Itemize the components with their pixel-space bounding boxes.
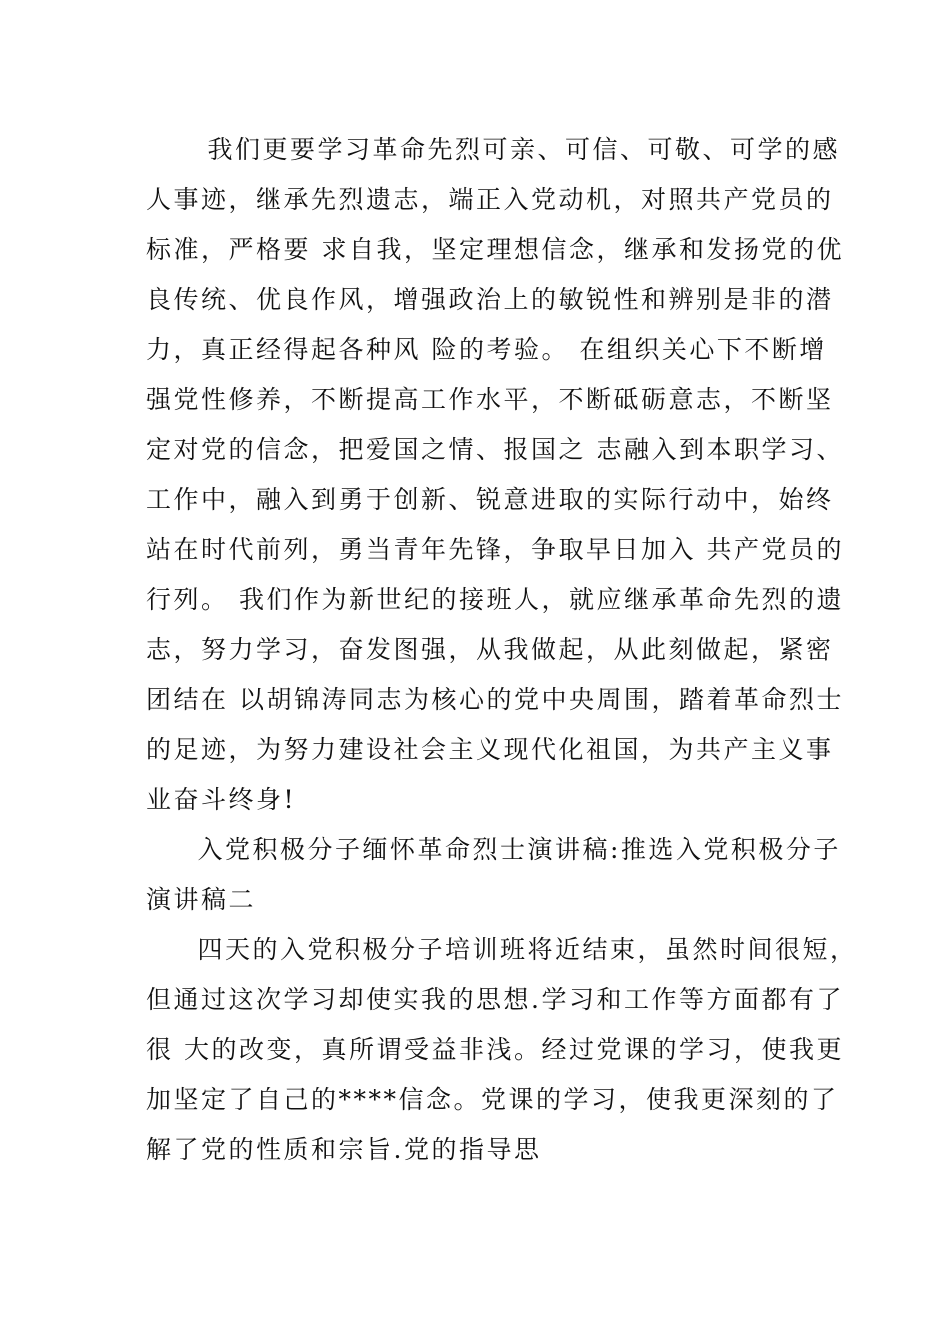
paragraph-1-line-7: 定对党的信念，把爱国之情、报国之 志融入到本职学习、 [146, 435, 844, 464]
paragraph-1-line-5: 力，真正经得起各种风 险的考验。 在组织关心下不断增 [146, 335, 827, 364]
section-title-line-1: 入党积极分子缅怀革命烈士演讲稿:推选入党积极分子 [170, 835, 841, 864]
paragraph-1-line-10: 行列。 我们作为新世纪的接班人，就应继承革命先烈的遗 [146, 585, 844, 614]
paragraph-1-line-13: 的足迹，为努力建设社会主义现代化祖国，为共产主义事 [146, 735, 834, 764]
paragraph-2-line-5: 解了党的性质和宗旨.党的指导思 [146, 1135, 542, 1164]
paragraph-1-line-2: 人事迹，继承先烈遗志，端正入党动机，对照共产党员的 [146, 185, 834, 214]
paragraph-2-line-1: 四天的入党积极分子培训班将近结束，虽然时间很短， [170, 935, 858, 964]
paragraph-1-line-12: 团结在 以胡锦涛同志为核心的党中央周围，踏着革命烈士 [146, 685, 844, 714]
paragraph-1-line-6: 强党性修养，不断提高工作水平，不断砥砺意志，不断坚 [146, 385, 834, 414]
paragraph-1-line-11: 志，努力学习，奋发图强，从我做起，从此刻做起，紧密 [146, 635, 834, 664]
paragraph-1-line-3: 标准，严格要 求自我，坚定理想信念，继承和发扬党的优 [146, 235, 844, 264]
paragraph-1-line-9: 站在时代前列，勇当青年先锋，争取早日加入 共产党员的 [146, 535, 844, 564]
paragraph-1-line-14: 业奋斗终身! [146, 785, 297, 814]
paragraph-1-line-4: 良传统、优良作风，增强政治上的敏锐性和辨别是非的潜 [146, 285, 834, 314]
section-title-line-2: 演讲稿二 [146, 885, 257, 914]
paragraph-2-line-2: 但通过这次学习却使实我的思想.学习和工作等方面都有了 [146, 985, 844, 1014]
paragraph-1-line-8: 工作中，融入到勇于创新、锐意进取的实际行动中，始终 [146, 485, 834, 514]
paragraph-1-line-1: 我们更要学习革命先烈可亲、可信、可敬、可学的感 [180, 135, 841, 164]
paragraph-2-line-4: 加坚定了自己的****信念。党课的学习，使我更深刻的了 [146, 1085, 839, 1114]
paragraph-2-line-3: 很 大的改变，真所谓受益非浅。经过党课的学习，使我更 [146, 1035, 844, 1064]
